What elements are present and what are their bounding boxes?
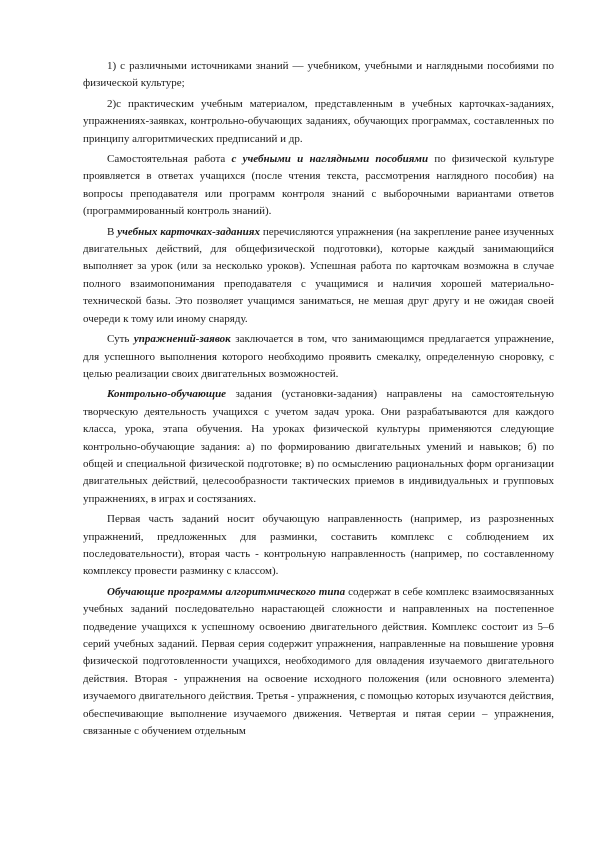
paragraph-6 [83,386,554,508]
text-run: заключается в том, что занимающимся предлагается упражнение, для успешного выполнения которого необходимо проявить смекалку, определенную сноровку, с целью реализации своих двигательных возможностей. [83,333,555,380]
paragraph-2 [83,96,554,148]
text-run: 2)с практическим учебным материалом, представленным в учебных карточках-заданиях, упражнениях-заявках, контрольно-обучающих заданиях, обучающих программах, составленных по принципу алгоритмических предписаний и др. [83,97,554,145]
paragraph-4 [83,224,554,328]
text-run: перечисляются упражнения (на закрепление ранее изученных двигательных действий, для общефизической подготовки), которые каждый занимающийся выполняет за урок (или за несколько уроков). Успешная работа по карточкам возможна в случае полного взаимопонимания преподавателя с учащимися и наличия хорошей материально-технической базы. Это позволяет учащимся заниматься, не мешая друг другу и не ожидая своей очереди к тому или иному снаряду. [83,225,554,325]
paragraph-5 [83,331,554,383]
emphasized-term: Обучающие программы алгоритмического типа [107,585,346,598]
emphasized-term: с учебными и наглядными пособиями [231,153,429,166]
text-run: по физической культуре проявляется в ответах учащихся (после чтения текста, рассмотрения наглядного пособия) на вопросы преподавателя или программ контроля знаний с выборочными вариантами ответов (программированный контроль знаний). [83,153,554,218]
text-run: Суть [107,333,134,346]
text-run: содержат в себе комплекс взаимосвязанных учебных заданий последовательно нарастающей сложности и направленных на постепенное подведение учащихся к успешному освоению двигательного действия. Комплекс состоит из 5–6 серий учебных заданий. Первая серия содержит упражнения, направленные на повышение уровня физической подготовленности учащихся, необходимого для овладения изучаемого двигательного действия. Вторая - упражнения на освоение исходного положения (или основного элемента) изучаемого двигательного действия. Третья - упражнения, с помощью которых изучаются действия, обеспечивающие выполнение изучаемого движения. Четвертая и пятая серии – упражнения, связанные с обучением отдельным [83,585,554,738]
paragraph-8 [83,584,554,741]
text-run: задания (установки-задания) направлены на самостоятельную творческую деятельность учащихся с учетом задач урока. Они разрабатываются для каждого класса, урока, этапа обучения. На уроках физической культуры применяются следующие контрольно-обучающие задания: а) по формированию двигательных умений и навыков; б) по общей и специальной физической подготовке; в) по осмыслению рациональных форм организации двигательных действий, целесообразности тактических приемов в индивидуальных и групповых упражнениях, в играх и состязаниях. [83,388,554,505]
text-run: Самостоятельная работа [107,153,232,166]
emphasized-term: упражнений-заявок [133,333,231,346]
emphasized-term: учебных карточках-заданиях [117,225,260,238]
paragraph-1 [83,58,554,93]
text-run: 1) с различными источниками знаний — учебником, учебными и наглядными пособиями по физической культуре; [83,60,554,90]
paragraph-7 [83,511,554,581]
text-run: Первая часть заданий носит обучающую направленность (например, из разрозненных упражнений, предложенных для разминки, составить комплекс с соблюдением их последовательности), вторая часть - контрольную направленность (например, по составленному комплексу провести разминку с классом). [83,513,554,578]
paragraph-3 [83,151,554,221]
emphasized-term: Контрольно-обучающие [107,388,227,401]
document-body [83,58,554,740]
text-run: В [107,225,118,238]
